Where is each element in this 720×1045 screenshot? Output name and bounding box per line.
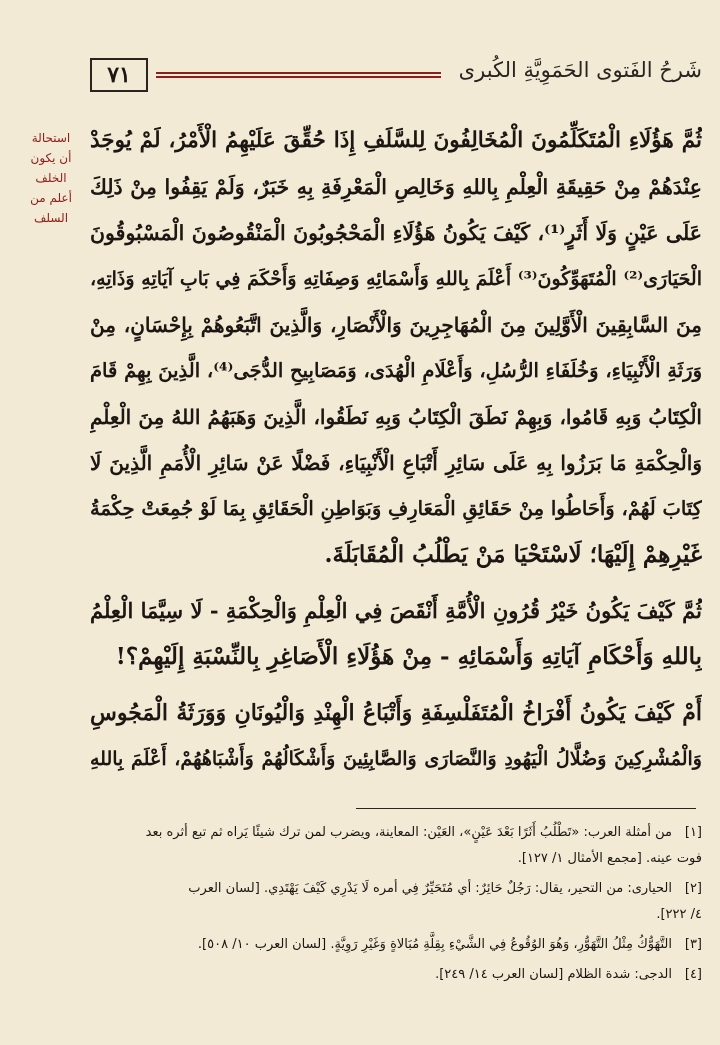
- paragraph-1: [90, 118, 702, 578]
- footnote-4: [90, 962, 702, 988]
- footnote-text: فوت عينه. [مجمع الأمثال ١/ ١٢٧].: [517, 851, 702, 866]
- text-line: كِتَابَ لَهُمْ، وَأَحَاطُوا مِنْ حَقَائِقِ الْمَعَارِفِ وَبَوَاطِنِ الْحَقَائِقِ بِمَا لَوْ جُمِعَتْ حِكْمَةُ: [90, 497, 702, 520]
- main-text: [90, 118, 702, 782]
- page-header: [90, 56, 702, 96]
- margin-note: [18, 128, 84, 228]
- text-line: وَالْمُشْرِكِينَ وَضُلَّالُ الْيَهُودِ وَالنَّصَارَى وَالصَّابِئِينَ وَأَشْكَالُهُمْ وَأَشْبَاهُهُمْ، أَعْلَمَ بِاللهِ: [90, 748, 702, 770]
- text-line: مِنَ السَّابِقِينَ الْأَوَّلِينَ مِنَ الْمُهَاجِرِينَ وَالْأَنْصَارِ، وَالَّذِينَ اتَّبَعُوهُمْ بِإِحْسَانٍ، مِنْ: [90, 313, 702, 337]
- footnote-3: [90, 932, 702, 958]
- footnote-divider: [356, 808, 696, 809]
- margin-note-line: السلف: [33, 211, 69, 225]
- footnote-number: [١]: [684, 825, 702, 840]
- footnotes: [90, 820, 702, 992]
- text-line: أَمْ كَيْفَ يَكُونُ أَفْرَاخُ الْمُتَفَلْسِفَةِ وَأَتْبَاعُ الْهِنْدِ وَالْيُونَانِ وَوَرَثَةُ الْمَجُوسِ: [90, 700, 702, 726]
- margin-note-line: أن يكون: [30, 151, 72, 165]
- text-line: غَيْرِهِمْ إِلَيْهَا؛ لَاسْتَحْيَا مَنْ يَطْلُبُ الْمُقَابَلَةَ.: [324, 541, 702, 568]
- footnote-text: ٤/ ٢٢٢].: [656, 907, 702, 922]
- footnote-text: من أمثلة العرب: «تَطْلُبُ أَثَرًا بَعْدَ عَيْنٍ»، العَيْن: المعاينة، ويضرب لمن ترك شيئًا يَراه ثم تبع أثره بعد: [145, 825, 672, 840]
- footnote-number: [٣]: [684, 937, 702, 952]
- footnote-text: التَّهَوُّكُ مِثْلُ التَّهَوُّرِ، وَهُوَ الوُقُوعُ فِي الشَّيْءِ بِقِلَّةِ مُبَالاةٍ وَغَيْرِ رَوِيَّةٍ. [لسان العرب ١٠/ ٥٠٨].: [197, 937, 672, 952]
- text-line: الْكِتَابُ وَبِهِ قَامُوا، وَبِهِمْ نَطَقَ الْكِتَابُ وَبِهِ نَطَقُوا، الَّذِينَ وَهَبَهُمُ اللهُ مِنَ الْعِلْمِ: [90, 405, 702, 429]
- text-line: بِاللهِ وَأَحْكَامِ آيَاتِهِ وَأَسْمَائِهِ - مِنْ هَؤُلَاءِ الْأَصَاغِرِ بِالنِّسْبَةِ إِلَيْهِمْ؟!: [115, 643, 702, 670]
- footnote-number: [٢]: [684, 881, 702, 896]
- paragraph-3: [90, 690, 702, 782]
- text-line: عَلَى عَيْنٍ وَلَا أَثَرٍ⁽¹⁾، كَيْفَ يَكُونُ هَؤُلَاءِ الْمَحْجُوبُونَ الْمَنْقُوصُونَ الْمَسْبُوقُونَ: [90, 221, 702, 245]
- text-line: ثُمَّ هَؤُلَاءِ الْمُتَكَلِّمُونَ الْمُخَالِفُونَ لِلسَّلَفِ إِذَا حُقِّقَ عَلَيْهِمُ الْأَمْرُ، لَمْ يُوجَدْ: [90, 128, 702, 153]
- text-line: ثُمَّ كَيْفَ يَكُونُ خَيْرُ قُرُونِ الْأُمَّةِ أَنْقَصَ فِي الْعِلْمِ وَالْحِكْمَةِ - لَا سِيَّمَا الْعِلْمُ: [90, 598, 702, 623]
- text-line: وَرَثَةِ الْأَنْبِيَاءِ، وَخُلَفَاءِ الرُّسُلِ، وَأَعْلَامِ الْهُدَى، وَمَصَابِيحِ الدُّجَى⁽⁴⁾، الَّذِينَ بِهِمْ قَامَ: [90, 359, 702, 382]
- margin-note-line: استحالة: [31, 131, 71, 145]
- margin-note-line: أعلم من: [30, 191, 72, 205]
- footnote-text: الحيارى: من التحير، يقال: رَجُلٌ حَائِرٌ: أي مُتَحَيِّرٌ فِي أمره لَا يَدْرِي كَيْفَ يَهْتَدِي. [لسان العرب: [188, 881, 672, 896]
- text-line: وَالْحِكْمَةِ مَا بَرَزُوا بِهِ عَلَى سَائِرِ أَتْبَاعِ الْأَنْبِيَاءِ، فَضْلًا عَنْ سَائِرِ الْأُمَمِ الَّذِينَ لَا: [90, 451, 702, 475]
- paragraph-2: [90, 588, 702, 680]
- footnote-text: الدجى: شدة الظلام [لسان العرب ١٤/ ٢٤٩].: [435, 967, 672, 982]
- page-number: ٧١: [90, 58, 148, 92]
- header-divider: [156, 72, 441, 78]
- margin-note-line: الخلف: [35, 171, 67, 185]
- text-line: الْحَيَارَى⁽²⁾ الْمُتَهَوِّكُونَ⁽³⁾ أَعْلَمَ بِاللهِ وَأَسْمَائِهِ وَصِفَاتِهِ وَأَحْكَمَ فِي بَابِ آيَاتِهِ وَذَاتِهِ،: [90, 268, 702, 290]
- footnote-2: [90, 876, 702, 928]
- text-line: عِنْدَهُمْ مِنْ حَقِيقَةِ الْعِلْمِ بِاللهِ وَخَالِصِ الْمَعْرِفَةِ بِهِ خَبَرٌ، وَلَمْ يَقِفُوا مِنْ ذَلِكَ: [90, 175, 702, 199]
- book-title: شَرحُ الفَتوى الحَمَوِيَّةِ الكُبرى: [458, 58, 702, 82]
- footnote-number: [٤]: [684, 967, 702, 982]
- footnote-1: [90, 820, 702, 872]
